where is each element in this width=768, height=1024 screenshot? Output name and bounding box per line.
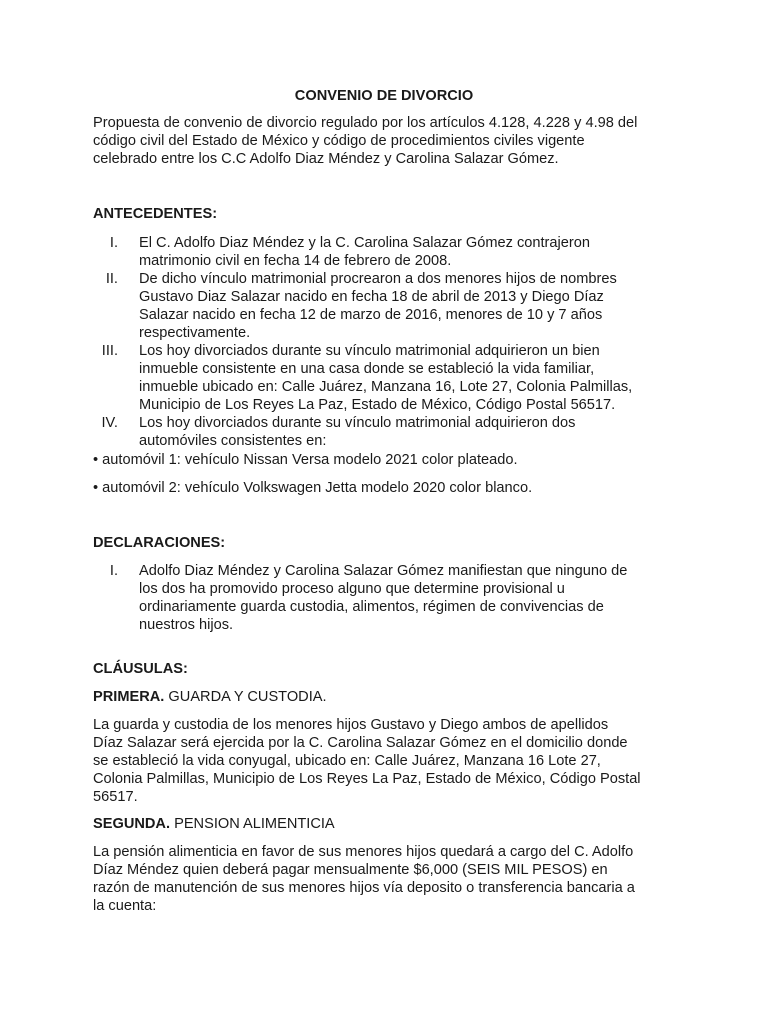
item-line: Salazar nacido en fecha 12 de marzo de 2016, menores de 10 y 7 años	[139, 307, 603, 323]
clausulas-heading: CLÁUSULAS:	[93, 661, 188, 677]
paragraph-line: se estableció la vida conyugal, ubicado en: Calle Juárez, Manzana 16 Lote 27,	[93, 753, 601, 769]
paragraph-line: Díaz Salazar será ejercida por la C. Carolina Salazar Gómez en el domicilio donde	[93, 735, 628, 751]
item-number: II.	[105, 271, 118, 287]
primera-title: GUARDA Y CUSTODIA.	[168, 689, 327, 705]
intro-line: Propuesta de convenio de divorcio regulado por los artículos 4.128, 4.228 y 4.98 del	[93, 115, 638, 131]
item-line: automóviles consistentes en:	[139, 433, 327, 449]
antecedentes-heading: ANTECEDENTES:	[93, 206, 218, 222]
paragraph-line: La guarda y custodia de los menores hijos Gustavo y Diego ambos de apellidos	[93, 717, 609, 733]
bullet-item: • automóvil 2: vehículo Volkswagen Jetta modelo 2020 color blanco.	[93, 480, 533, 496]
segunda-heading	[93, 815, 335, 833]
item-number: I.	[109, 235, 118, 251]
paragraph-line: la cuenta:	[93, 898, 157, 914]
paragraph-line: La pensión alimenticia en favor de sus menores hijos quedará a cargo del C. Adolfo	[93, 844, 634, 860]
item-line: los dos ha promovido proceso alguno que determine provisional u	[139, 581, 565, 597]
paragraph-line: Díaz Méndez quien deberá pagar mensualmente $6,000 (SEIS MIL PESOS) en	[93, 862, 608, 878]
item-number: III.	[101, 343, 118, 359]
item-line: inmueble ubicado en: Calle Juárez, Manzana 16, Lote 27, Colonia Palmillas,	[139, 379, 633, 395]
document-title: CONVENIO DE DIVORCIO	[294, 88, 474, 104]
declaraciones-heading: DECLARACIONES:	[93, 535, 226, 551]
paragraph-line: razón de manutención de sus menores hijos vía deposito o transferencia bancaria a	[93, 880, 635, 896]
bullet-item: • automóvil 1: vehículo Nissan Versa modelo 2021 color plateado.	[93, 452, 518, 468]
item-line: nuestros hijos.	[139, 617, 234, 633]
item-line: Adolfo Diaz Méndez y Carolina Salazar Gómez manifiestan que ninguno de	[139, 563, 628, 579]
item-line: Los hoy divorciados durante su vínculo matrimonial adquirieron un bien	[139, 343, 600, 359]
item-line: Municipio de Los Reyes La Paz, Estado de México, Código Postal 56517.	[139, 397, 616, 413]
item-number: IV.	[101, 415, 118, 431]
item-line: respectivamente.	[139, 325, 251, 341]
intro-line: código civil del Estado de México y código de procedimientos civiles vigente	[93, 133, 585, 149]
intro-line: celebrado entre los C.C Adolfo Diaz Méndez y Carolina Salazar Gómez.	[93, 151, 559, 167]
paragraph-line: Colonia Palmillas, Municipio de Los Reyes La Paz, Estado de México, Código Postal	[93, 771, 641, 787]
primera-label: PRIMERA.	[93, 689, 165, 705]
item-line: De dicho vínculo matrimonial procrearon a dos menores hijos de nombres	[139, 271, 617, 287]
item-number: I.	[109, 563, 118, 579]
item-line: ordinariamente guarda custodia, alimentos, régimen de convivencias de	[139, 599, 604, 615]
segunda-label: SEGUNDA.	[93, 816, 171, 832]
item-line: El C. Adolfo Diaz Méndez y la C. Carolina Salazar Gómez contrajeron	[139, 235, 590, 251]
primera-heading	[93, 688, 327, 706]
segunda-title: PENSION ALIMENTICIA	[174, 816, 335, 832]
item-line: inmueble consistente en una casa donde se estableció la vida familiar,	[139, 361, 595, 377]
item-line: Los hoy divorciados durante su vínculo matrimonial adquirieron dos	[139, 415, 576, 431]
item-line: Gustavo Diaz Salazar nacido en fecha 18 de abril de 2013 y Diego Díaz	[139, 289, 604, 305]
item-line: matrimonio civil en fecha 14 de febrero de 2008.	[139, 253, 452, 269]
paragraph-line: 56517.	[93, 789, 138, 805]
